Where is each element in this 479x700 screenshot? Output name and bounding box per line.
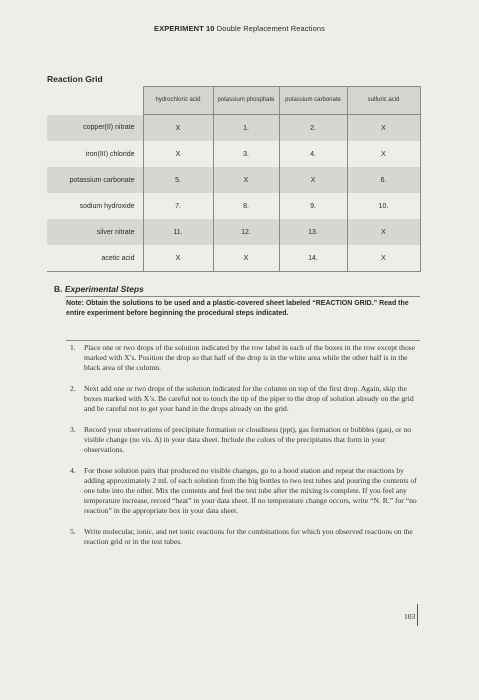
- step-text: Place one or two drops of the solution indicated by the row label in each of the boxes in the row except those marked with X’s. Position the drop so that half of the drop is in the white area while the other half is in the black area of the column.: [84, 343, 416, 372]
- page-header: [0, 24, 479, 33]
- grid-cell: X: [347, 245, 420, 272]
- grid-cell: 7.: [143, 193, 213, 219]
- step-number: 5.: [70, 527, 76, 536]
- grid-cell: X: [279, 167, 347, 193]
- row-label: iron(III) chloride: [47, 141, 143, 167]
- grid-cell: X: [143, 115, 213, 142]
- column-header: potassium carbonate: [279, 87, 347, 115]
- row-label: potassium carbonate: [47, 167, 143, 193]
- table-row: [47, 141, 420, 167]
- list-item: [56, 466, 424, 516]
- table-row: [47, 115, 420, 142]
- grid-cell: 12.: [213, 219, 279, 245]
- grid-cell: 6.: [347, 167, 420, 193]
- grid-cell: X: [347, 219, 420, 245]
- table-row: [47, 167, 420, 193]
- list-item: [56, 343, 424, 373]
- grid-corner: [47, 87, 143, 115]
- grid-cell: X: [143, 245, 213, 272]
- step-text: Write molecular, ionic, and net ionic reactions for the combinations for which you observed reactions on the reaction grid or in the test tubes.: [84, 527, 413, 546]
- step-number: 2.: [70, 384, 76, 393]
- row-label: sodium hydroxide: [47, 193, 143, 219]
- grid-cell: X: [143, 141, 213, 167]
- section-letter: B.: [54, 284, 63, 294]
- grid-cell: X: [213, 167, 279, 193]
- grid-body: [47, 115, 420, 272]
- table-row: [47, 219, 420, 245]
- list-item: [56, 384, 424, 414]
- column-header: potassium phosphate: [213, 87, 279, 115]
- section-divider: [66, 296, 420, 297]
- experiment-title: Double Replacement Reactions: [216, 24, 325, 33]
- grid-cell: X: [347, 141, 420, 167]
- grid-cell: 9.: [279, 193, 347, 219]
- list-item: [56, 425, 424, 455]
- table-row: [47, 245, 420, 272]
- reaction-grid-title: Reaction Grid: [47, 74, 103, 84]
- procedure-note: Note: Obtain the solutions to be used and a plastic-covered sheet labeled “REACTION GRID.” Read the entire experiment before beginning the procedural steps indicated.: [66, 300, 409, 317]
- section-title: Experimental Steps: [64, 284, 144, 294]
- grid-cell: 10.: [347, 193, 420, 219]
- procedure-steps: [56, 343, 424, 558]
- grid-cell: 1.: [213, 115, 279, 142]
- experiment-label: EXPERIMENT 10: [154, 24, 215, 33]
- column-header: hydrochloric acid: [143, 87, 213, 115]
- step-text: For those solution pairs that produced no visible changes, go to a hood station and repeat the reactions by adding approximately 2 mL of each solution from the big bottles to two test tubes and pouring the contents of one tube into the other. Mix the contents and feel the test tube after the mixing is complete. If you feel any temperature increase, record “heat” in your data sheet. If no temperature change occurs, write “N. R.” for “no reaction” in the appropriate box in your data sheet.: [84, 466, 417, 515]
- step-text: Next add one or two drops of the solution indicated for the column on top of the first drop. Again, skip the boxes marked with X’s. Be careful not to touch the tip of the pipet to the drop of solution already on the grid and be careful not to get your hand in the drops already on the grid.: [84, 384, 414, 413]
- grid-cell: 11.: [143, 219, 213, 245]
- grid-cell: 14.: [279, 245, 347, 272]
- grid-cell: 4.: [279, 141, 347, 167]
- reaction-grid-table: [47, 86, 421, 272]
- page-number-rule: [417, 604, 418, 626]
- page-number: 103: [404, 612, 416, 621]
- grid-cell: 2.: [279, 115, 347, 142]
- grid-cell: X: [213, 245, 279, 272]
- grid-cell: 13.: [279, 219, 347, 245]
- step-number: 4.: [70, 466, 76, 475]
- row-label: acetic acid: [47, 245, 143, 272]
- row-label: silver nitrate: [47, 219, 143, 245]
- grid-cell: X: [347, 115, 420, 142]
- table-row: [47, 193, 420, 219]
- grid-cell: 5.: [143, 167, 213, 193]
- step-number: 3.: [70, 425, 76, 434]
- grid-cell: 8.: [213, 193, 279, 219]
- row-label: copper(II) nitrate: [47, 115, 143, 142]
- column-header: sulfuric acid: [347, 87, 420, 115]
- grid-header-row: [47, 87, 420, 115]
- section-heading: [54, 284, 144, 294]
- note-divider: [66, 340, 420, 341]
- step-text: Record your observations of precipitate formation or cloudiness (ppt), gas formation or bubbles (gas), or no visible change (no vis. Δ) in your data sheet. Include the colors of the precipitates that form in your observations.: [84, 425, 412, 454]
- list-item: [56, 527, 424, 547]
- grid-cell: 3.: [213, 141, 279, 167]
- step-number: 1.: [70, 343, 76, 352]
